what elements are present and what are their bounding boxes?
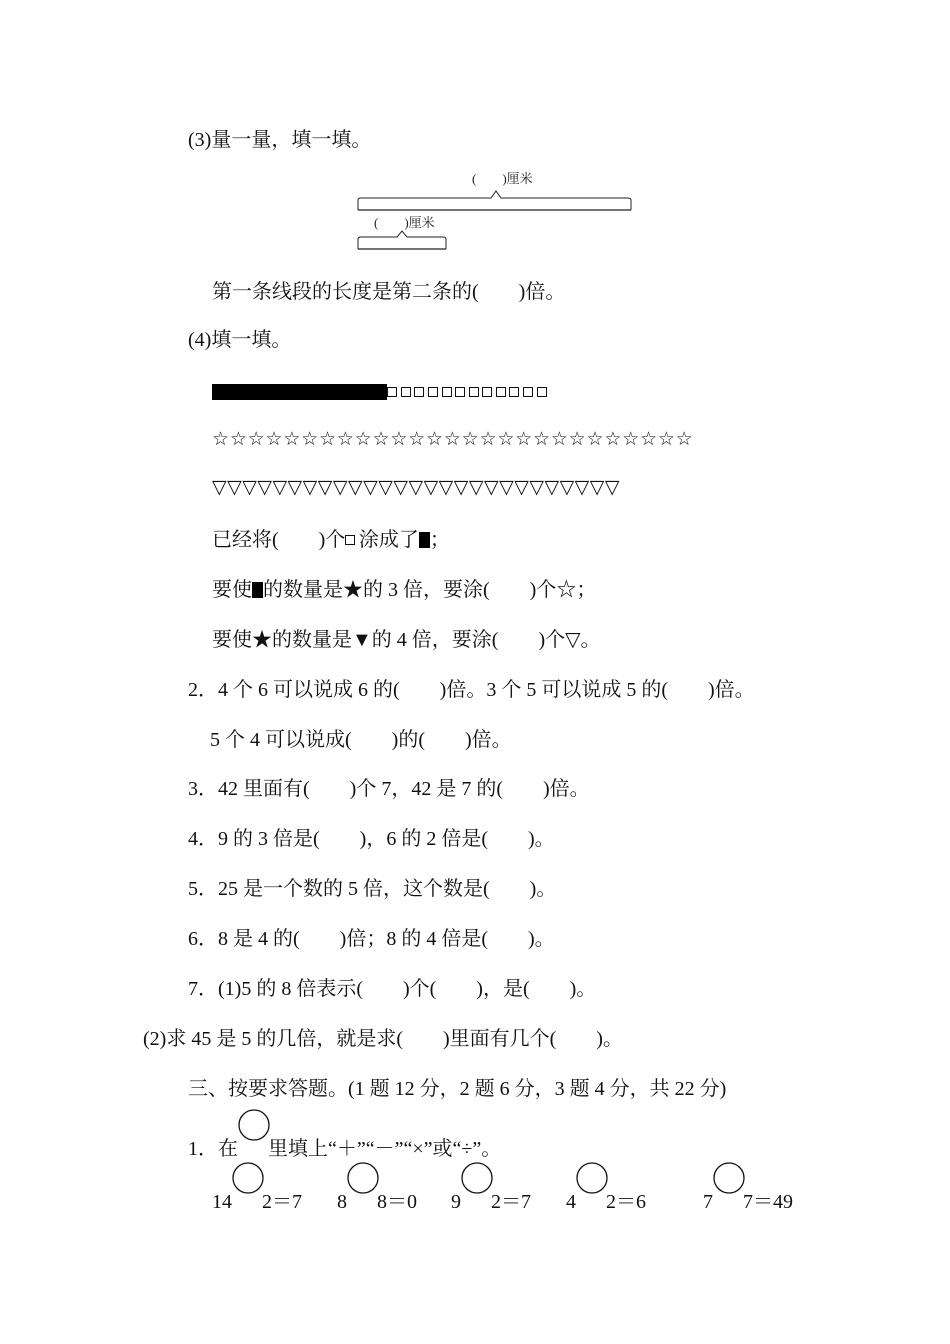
filled-squares [212, 381, 387, 403]
triangles-row: ▽▽▽▽▽▽▽▽▽▽▽▽▽▽▽▽▽▽▽▽▽▽▽▽▽▽▽ [212, 477, 621, 498]
filled-square-icon [358, 384, 373, 400]
equation-item [451, 1180, 531, 1216]
question-2a: 2．4 个 6 可以说成 6 的( )倍。3 个 5 可以说成 5 的( )倍。 [188, 679, 755, 701]
equation-left: 14 [212, 1191, 232, 1213]
empty-square-icon [401, 387, 411, 397]
equation-right: 7＝49 [743, 1191, 793, 1213]
equation-item [337, 1180, 417, 1216]
equation-item [703, 1180, 793, 1216]
empty-squares [387, 381, 550, 403]
filled-square-icon [373, 384, 388, 400]
equation-left: 8 [337, 1191, 347, 1213]
question-2b: 5 个 4 可以说成( )的( )倍。 [210, 729, 512, 751]
equation-right: 8＝0 [377, 1191, 417, 1213]
q4-line1-text-c: ； [429, 529, 450, 551]
equation-left: 4 [566, 1191, 576, 1213]
question-5: 5．25 是一个数的 5 倍，这个数是( )。 [188, 878, 557, 900]
circle-blank-icon[interactable] [347, 1180, 377, 1210]
segment2-bracket [355, 229, 455, 254]
q4-line1 [212, 526, 450, 554]
segment1-bracket [355, 186, 637, 216]
q4-title: (4)填一填。 [188, 329, 292, 351]
filled-square-icon [419, 532, 430, 548]
filled-square-icon [300, 384, 315, 400]
equation-right: 2＝7 [262, 1191, 302, 1213]
q3-title: (3)量一量，填一填。 [188, 129, 372, 151]
question-6: 6．8 是 4 的( )倍；8 的 4 倍是( )。 [188, 928, 555, 950]
equation-right: 2＝6 [606, 1191, 646, 1213]
equation-item [566, 1180, 646, 1216]
empty-square-icon [387, 387, 397, 397]
filled-square-icon [227, 384, 242, 400]
empty-square-icon [469, 387, 479, 397]
circle-blank-icon[interactable] [461, 1180, 491, 1210]
q4-line2-text-b: 的数量是★的 3 倍，要涂( )个☆； [263, 579, 597, 601]
filled-square-icon [285, 384, 300, 400]
filled-square-icon [270, 384, 285, 400]
question-7b: (2)求 45 是 5 的几倍，就是求( )里面有几个( )。 [143, 1028, 623, 1050]
empty-square-icon [496, 387, 506, 397]
q4-line1-text-b: 涂成了 [358, 529, 419, 551]
empty-square-icon [482, 387, 492, 397]
empty-square-icon [428, 387, 438, 397]
section-3-q1 [188, 1127, 501, 1163]
squares-row [212, 380, 550, 404]
question-3: 3．42 里面有( )个 7，42 是 7 的( )倍。 [188, 778, 590, 800]
filled-square-icon [252, 582, 263, 598]
filled-square-icon [256, 384, 271, 400]
q4-line3: 要使★的数量是▼的 4 倍，要涂( )个▽。 [212, 629, 601, 651]
empty-square-icon [523, 387, 533, 397]
section-3-q1-text-a: 1．在 [188, 1138, 238, 1160]
empty-square-icon [345, 535, 355, 545]
empty-square-icon [414, 387, 424, 397]
circle-blank-icon [238, 1127, 268, 1157]
filled-square-icon [212, 384, 227, 400]
section-3-heading: 三、按要求答题。(1 题 12 分，2 题 6 分，3 题 4 分，共 22 分) [188, 1078, 727, 1100]
segment1-label: ( )厘米 [472, 171, 533, 186]
filled-square-icon [329, 384, 344, 400]
equation-item [212, 1180, 302, 1216]
equation-left: 9 [451, 1191, 461, 1213]
q3-answer-line: 第一条线段的长度是第二条的( )倍。 [212, 281, 566, 303]
segment2-label: ( )厘米 [374, 215, 435, 230]
q4-line2-text-a: 要使 [212, 579, 252, 601]
filled-square-icon [314, 384, 329, 400]
equation-left: 7 [703, 1191, 713, 1213]
empty-square-icon [442, 387, 452, 397]
filled-square-icon [343, 384, 358, 400]
circle-blank-icon[interactable] [232, 1180, 262, 1210]
circle-blank-icon[interactable] [576, 1180, 606, 1210]
section-3-q1-text-b: 里填上“＋”“－”“×”或“÷”。 [268, 1138, 502, 1160]
empty-square-icon [537, 387, 547, 397]
q4-line1-text-a: 已经将( )个 [212, 529, 346, 551]
empty-square-icon [455, 387, 465, 397]
circle-blank-icon[interactable] [713, 1180, 743, 1210]
question-7a: 7．(1)5 的 8 倍表示( )个( )，是( )。 [188, 978, 597, 1000]
filled-square-icon [241, 384, 256, 400]
q4-line2 [212, 576, 596, 604]
empty-square-icon [509, 387, 519, 397]
stars-row: ☆☆☆☆☆☆☆☆☆☆☆☆☆☆☆☆☆☆☆☆☆☆☆☆☆☆☆ [212, 429, 694, 450]
question-4: 4．9 的 3 倍是( )，6 的 2 倍是( )。 [188, 828, 555, 850]
equation-right: 2＝7 [491, 1191, 531, 1213]
